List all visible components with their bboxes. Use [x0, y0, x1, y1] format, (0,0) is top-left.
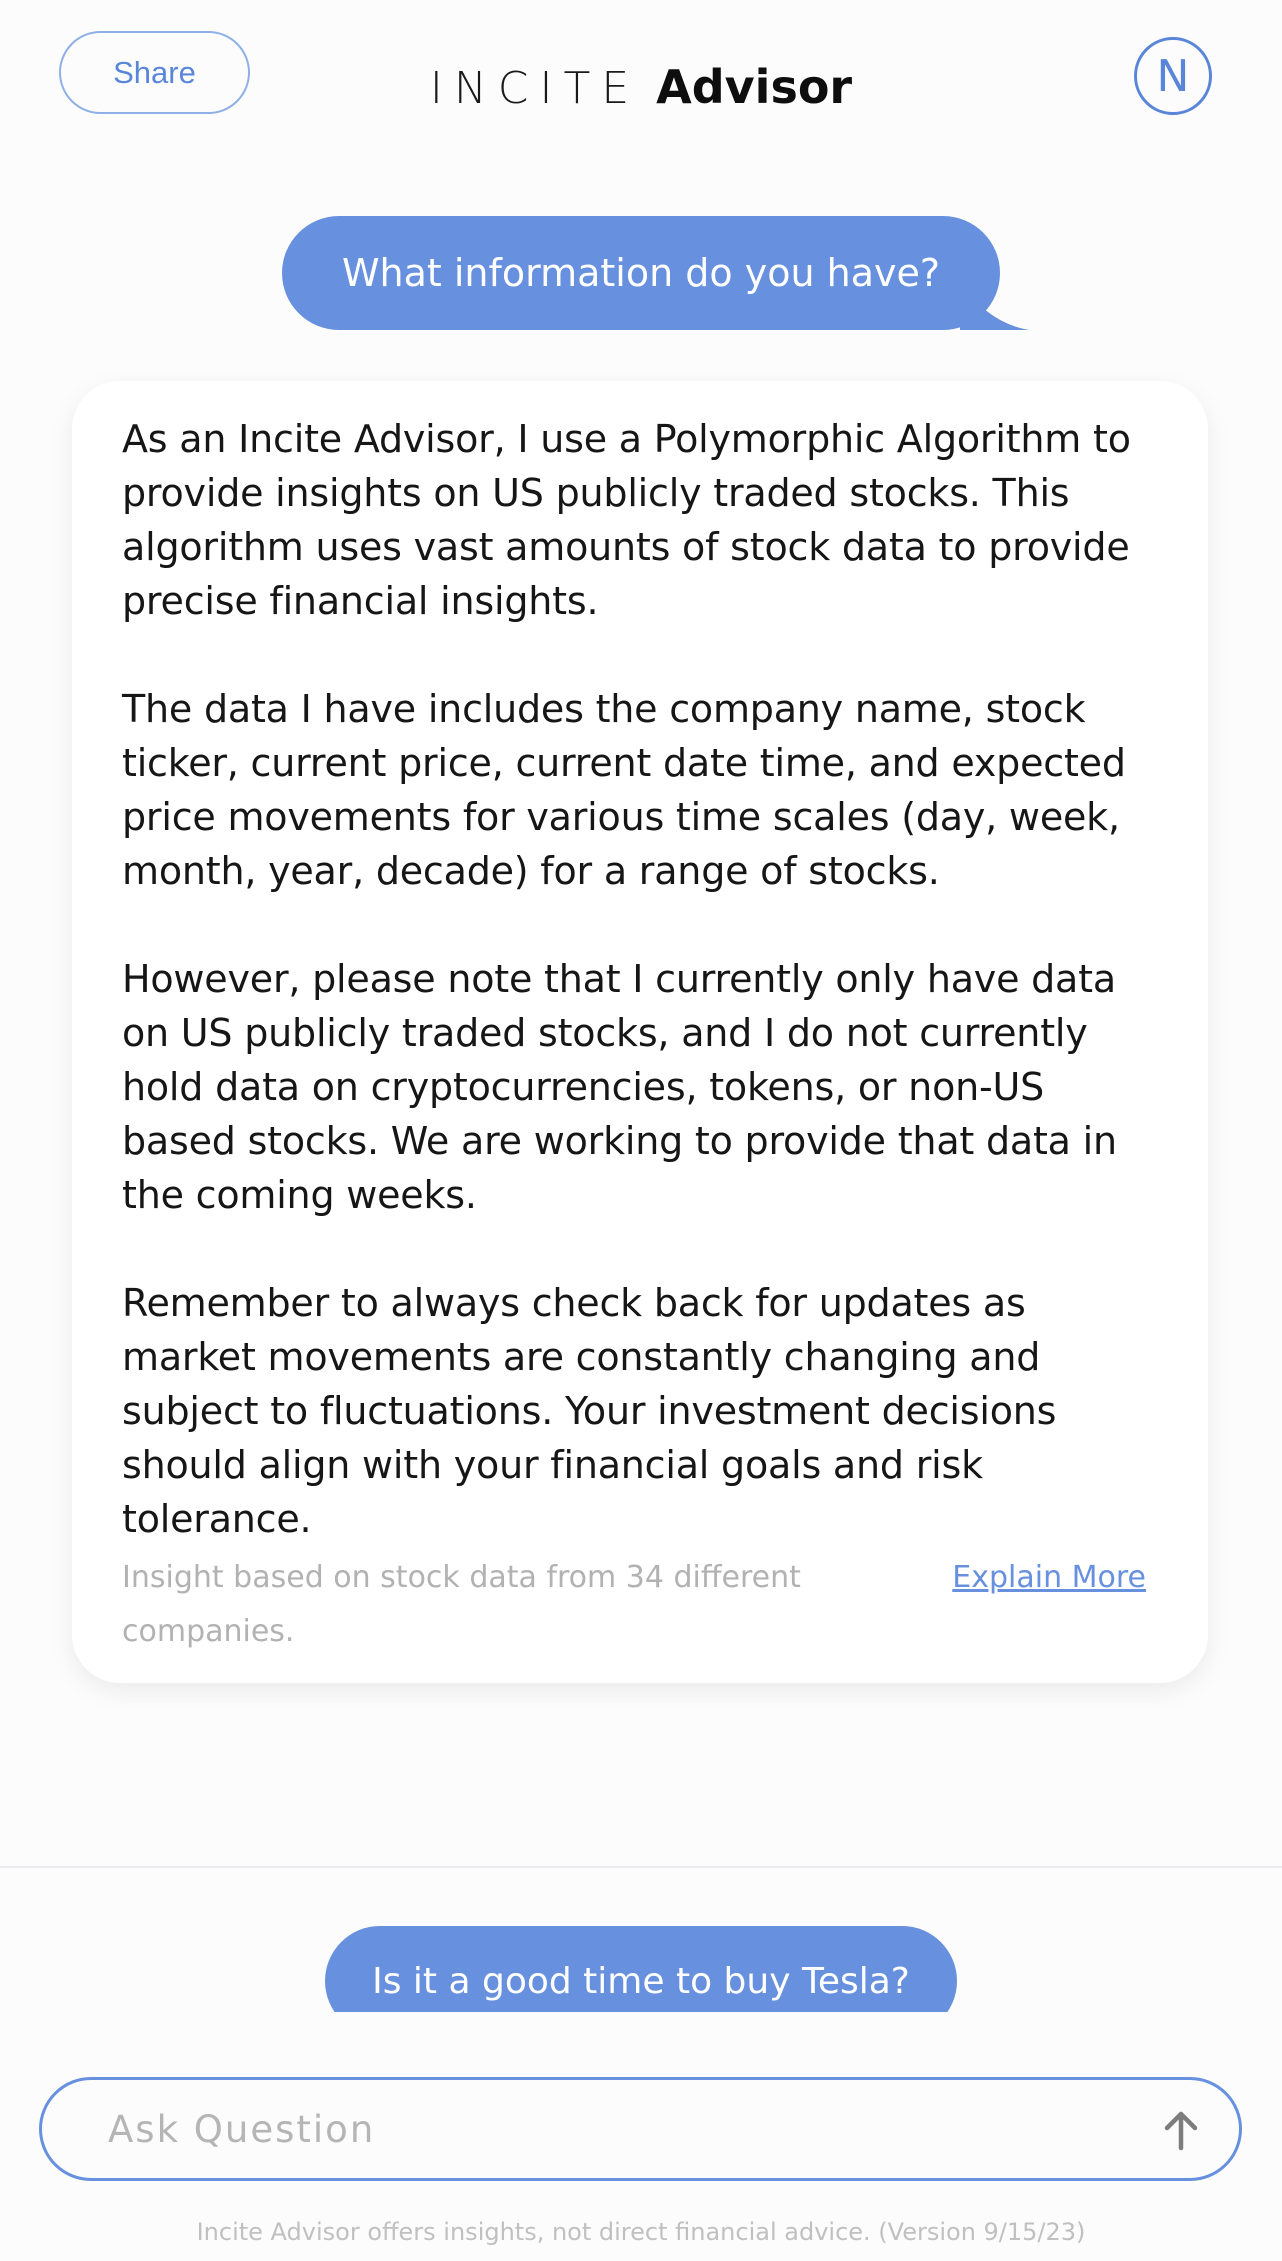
assistant-paragraph: As an Incite Advisor, I use a Polymorphic Algorithm to provide insights on US publicly traded stocks. This algorithm uses vast amounts of stock data to provide precise financial insights.: [122, 417, 1131, 623]
arrow-up-icon: [1159, 2108, 1203, 2152]
assistant-response-text: [122, 412, 1168, 1546]
suggested-question-text: Is it a good time to buy Tesla?: [372, 1960, 910, 2002]
ask-question-bar: [39, 2077, 1242, 2181]
bubble-tail: [960, 260, 1030, 330]
disclaimer-text: Incite Advisor offers insights, not direct financial advice. (Version 9/15/23): [196, 2218, 1086, 2246]
insight-footnote: Insight based on stock data from 34 different companies.: [122, 1560, 801, 1649]
user-message-bubble: [282, 216, 1000, 330]
explain-more-link[interactable]: Explain More: [952, 1560, 1146, 1595]
suggested-question-button[interactable]: [325, 1926, 957, 2012]
divider: [0, 1866, 1282, 1868]
brand-logo: [0, 60, 1282, 120]
user-avatar[interactable]: N: [1134, 37, 1212, 115]
assistant-response-card: [72, 381, 1208, 1683]
brand-incite: INCITE: [429, 63, 641, 114]
share-button[interactable]: Share: [59, 31, 250, 114]
card-footer: [122, 1551, 1146, 1659]
ask-question-input[interactable]: [108, 2108, 1048, 2151]
suggestion-area: [0, 1880, 1282, 2012]
assistant-paragraph: However, please note that I currently only have data on US publicly traded stocks, and I do not currently hold data on cryptocurrencies, tokens, or non-US based stocks. We are working to provide that data in the coming weeks.: [122, 957, 1117, 1217]
assistant-paragraph: The data I have includes the company name, stock ticker, current price, current date time, and expected price movements for various time scales (day, week, month, year, decade) for a range of stocks.: [122, 687, 1126, 893]
assistant-paragraph: Remember to always check back for updates as market movements are constantly changing and subject to fluctuations. Your investment decisions should align with your financial goals and risk tolerance.: [122, 1281, 1057, 1541]
user-message-text: What information do you have?: [341, 251, 941, 295]
brand-advisor: Advisor: [656, 60, 853, 114]
send-button[interactable]: [1149, 2098, 1213, 2162]
